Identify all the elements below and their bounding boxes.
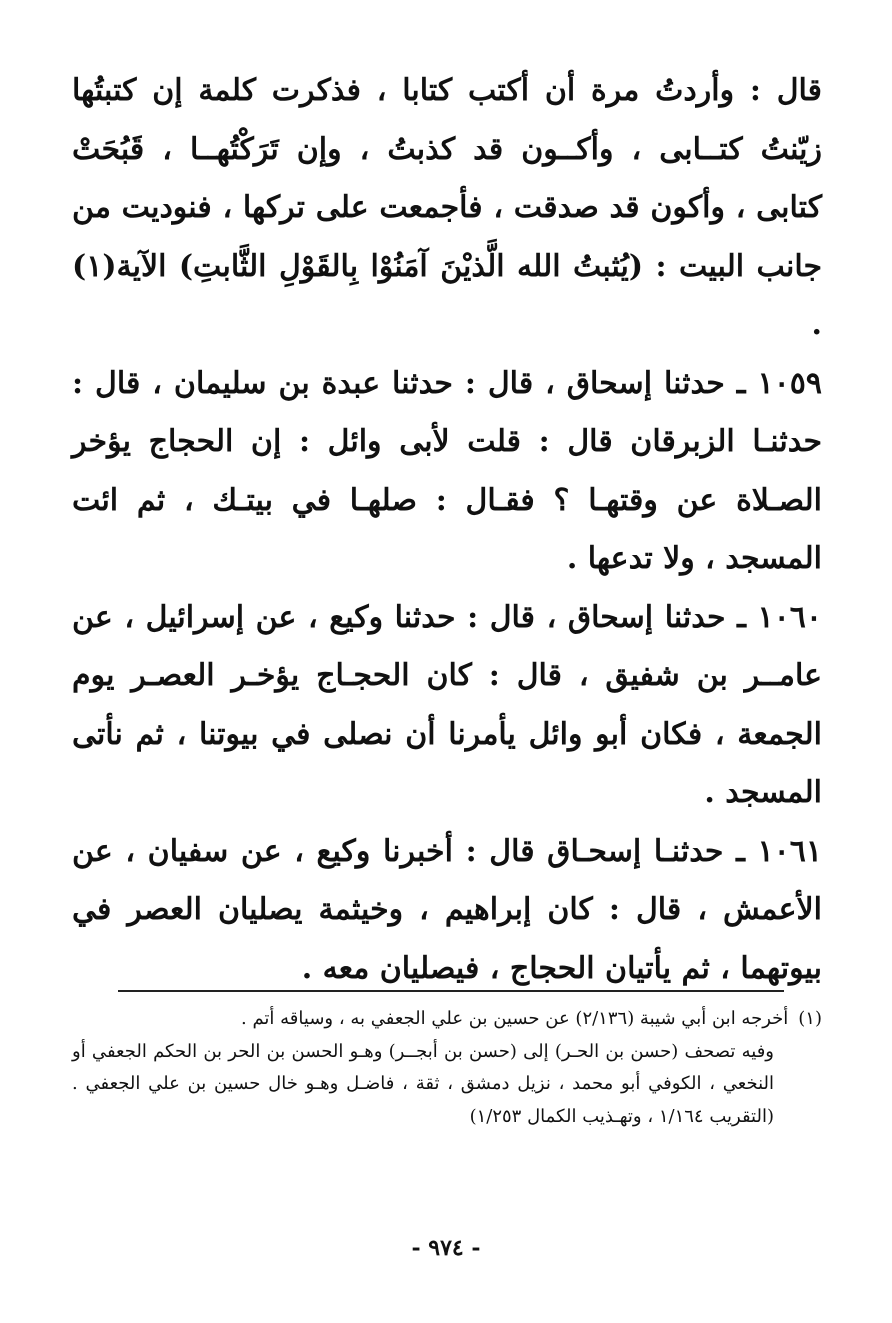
intro-paragraph: قال : وأردتُ مرة أن أكتب كتابا ، فذكرت كلمة إن كتبتُها زيّنتُ كتــابى ، وأكــون قد كذبتُ ، وإن تَرَكْتُهــا ، قَبُحَتْ كتابى ، وأكون قد صدقت ، فأجمعت على تركها ، فنوديت من جانب البيت : (يُثبتُ الله الَّذيْنَ آمَنُوْا بِالقَوْلِ الثَّابتِ) الآية(١) . <box>72 73 822 342</box>
entry-text: ـ حدثنا إسحاق ، قال : حدثنا عبدة بن سليمان ، قال : حدثنـا الزبرقان قال : قلت لأبى وائل : إن الحجاج يؤخر الصـلاة عن وقتهـا ؟ فقـال : صلهـا في بيتـك ، ثم ائت المسجد ، ولا تدعها . <box>72 365 822 576</box>
entry-number: ١٠٦١ <box>757 833 822 869</box>
footnote-1-first-line <box>72 1003 822 1036</box>
footnote-1-continuation: وفيه تصحف (حسن بن الحـر) إلى (حسن بن أبجــر) وهـو الحسن بن الحر بن الحكم الجعفي أو النخعي ، الكوفي أبو محمد ، نزيل دمشق ، ثقة ، فاضـل وهـو خال حسين بن علي الجعفي . (التقريب ١/١٦٤ ، وتهـذيب الكمال ١/٢٥٣) <box>72 1040 774 1127</box>
main-text <box>72 62 822 998</box>
footnote-1-text: أخرجه ابن أبي شيبة (٢/١٣٦) عن حسين بن علي الجعفي به ، وسياقه أتم . <box>241 1008 789 1029</box>
entry-number: ١٠٥٩ <box>757 365 822 401</box>
page-number: - ٩٧٤ - <box>411 1235 481 1261</box>
footnote-separator <box>118 990 784 992</box>
hadith-entry-1059 <box>72 355 822 589</box>
footnotes <box>72 1003 822 1133</box>
entry-text: ـ حدثنا إسحاق ، قال : حدثنا وكيع ، عن إسرائيل ، عن عامــر بن شفيق ، قال : كان الحجـاج يؤخـر العصـر يوم الجمعة ، فكان أبو وائل يأمرنا أن نصلى في بيوتنا ، ثم نأتى المسجد . <box>72 599 822 810</box>
footnote-marker: (١) <box>798 1008 822 1029</box>
entry-number: ١٠٦٠ <box>757 599 822 635</box>
hadith-entry-1061 <box>72 823 822 999</box>
hadith-entry-1060 <box>72 589 822 823</box>
entry-text: ـ حدثنـا إسحـاق قال : أخبرنا وكيع ، عن سفيان ، عن الأعمش ، قال : كان إبراهيم ، وخيثمة يصليان العصر في بيوتهما ، ثم يأتيان الحجاج ، فيصليان معه . <box>72 833 822 986</box>
